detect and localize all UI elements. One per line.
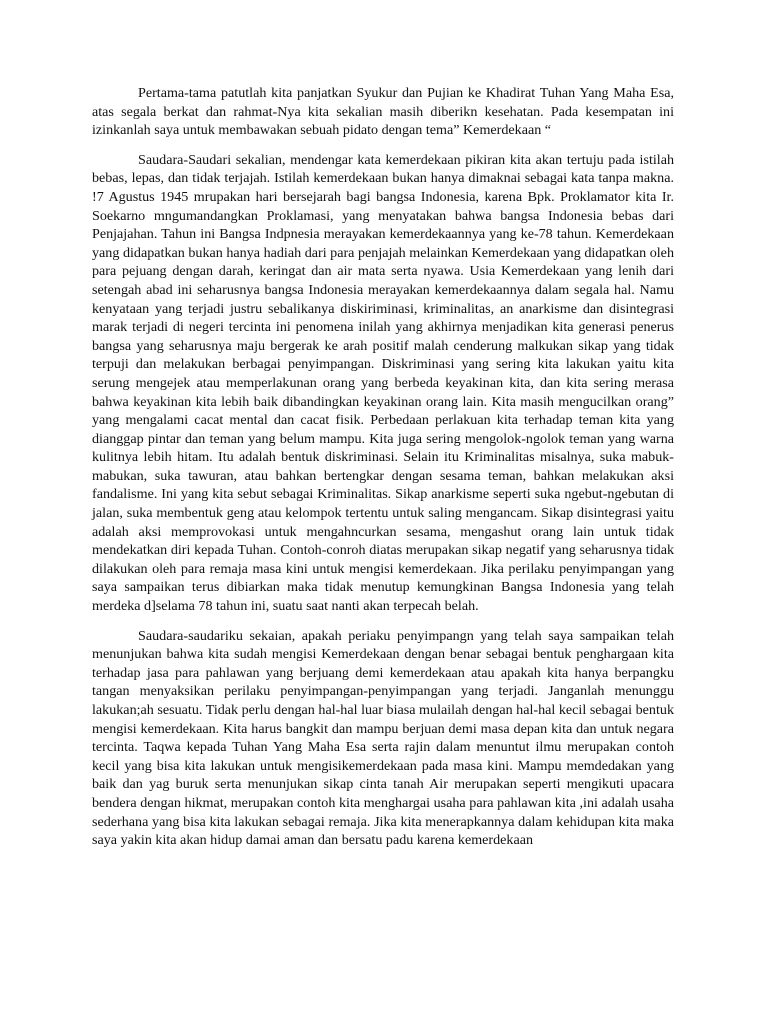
paragraph-opening: Pertama-tama patutlah kita panjatkan Syukur dan Pujian ke Khadirat Tuhan Yang Maha Esa, atas segala berkat dan rahmat-Nya kita sekalian masih diberikn kesehatan. Pada kesempatan ini izinkanlah saya untuk membawakan sebuah pidato dengan tema” Kemerdekaan “ xyxy=(92,85,674,139)
paragraph-closing: Saudara-saudariku sekaian, apakah periaku penyimpangn yang telah saya sampaikan telah menunjukan bahwa kita sudah mengisi Kemerdekaan dengan benar sebagai bentuk penghargaan kita terhadap jasa para pahlawan yang berjuang demi kemerdekaan atau apakah kita hanya berpangku tangan menyaksikan perilaku penyimpangan-penyimpangan yang terjadi. Janganlah menunggu lakukan;ah sesuatu. Tidak perlu dengan hal-hal luar biasa mulailah dengan hal-hal kecil sebagai bentuk mengisi kemerdekaan. Kita harus bangkit dan mampu berjuan demi masa depan kita dan untuk negara tercinta. Taqwa kepada Tuhan Yang Maha Esa serta rajin dalam menuntut ilmu merupakan contoh kecil yang bisa kita lakukan untuk mengisikemerdekaan pada masa kini. Mampu memdedakan yang baik dan yag buruk serta menunjukan sikap cinta tanah Air merupakan seperti mengikuti upacara bendera dengan hikmat, merupakan contoh kita menghargai usaha para pahlawan kita ,ini adalah usaha sederhana yang bisa kita lakukan sebagai remaja. Jika kita menerapkannya dalam kehidupan kita maka saya yakin kita akan hidup damai aman dan bersatu padu karena kemerdekaan xyxy=(92,627,674,849)
paragraph-body: Saudara-Saudari sekalian, mendengar kata kemerdekaan pikiran kita akan tertuju pada istilah bebas, lepas, dan tidak terjajah. Istilah kemerdekaan bukan hanya dimaknai sebagai kata tanpa makna. !7 Agustus 1945 mrupakan hari bersejarah bagi bangsa Indonesia, karena Bpk. Proklamator kita Ir. Soekarno mngumandangkan Proklamasi, yang menyatakan bahwa bangsa Indonesia bebas dari Penjajahan. Tahun ini Bangsa Indpnesia merayakan kemerdekaannya yang ke-78 tahun. Kemerdekaan yang didapatkan bukan hanya hadiah dari para penjajah melainkan Kemerdekaan yang didapatkan oleh para pejuang dengan darah, keringat dan air mata serta nyawa. Usia Kemerdekaan yang lenih dari setengah abad ini seharusnya bangsa Indonesia merayakan kemerdekaannya dalam segala hal. Namu kenyataan yang terjadi justru sebalikanya diskiriminasi, kriminalitas, an anarkisme dan disintegrasi marak terjadi di negeri tercinta ini penomena inilah yang akhirnya menjadikan kita generasi penerus bangsa yang seharusnya maju bergerak ke arah positif malah cenderung malkukan sikap yang tidak terpuji dan melakukan berbagai penyimpangan. Diskriminasi yang sering kita lakukan yaitu kita serung mengejek atau memperlakunan orang yang berbeda keyakinan kita, dan kita sering merasa bahwa keyakinan kita lebih baik dibandingkan keyakinan orang lain. Kita masih mengucilkan orang” yang mengalami cacat mental dan cacat fisik. Perbedaan perlakuan kita terhadap teman kita yang dianggap pintar dan teman yang belum mampu. Kita juga sering mengolok-ngolok teman yang warna kulitnya lebih hitam. Itu adalah bentuk diskriminasi. Selain itu Kriminalitas misalnya, suka mabuk-mabukan, suka tawuran, atau bahkan bertengkar dengan sesama teman, bahkan melakukan aksi fandalisme. Ini yang kita sebut sebagai Kriminalitas. Sikap anarkisme seperti suka ngebut-ngebutan di jalan, suka membentuk geng atau kelompok tertentu untuk saling mengancam. Sikap disintegrasi yaitu adalah aksi memprovokasi untuk mengahncurkan sesama, mengashut orang lain untuk tidak mendekatkan diri kepada Tuhan. Contoh-conroh diatas merupakan sikap negatif yang seharusnya tidak dilakukan oleh para remaja masa kini untuk mengisi kemerdekaan. Jika perilaku penyimpangan yang saya sampaikan terus dibiarkan maka tidak menutup kemungkinan Bangsa Indonesia yang telah merdeka d]selama 78 tahun ini, suatu saat nanti akan terpecah belah. xyxy=(92,151,674,615)
document-page xyxy=(92,84,674,850)
